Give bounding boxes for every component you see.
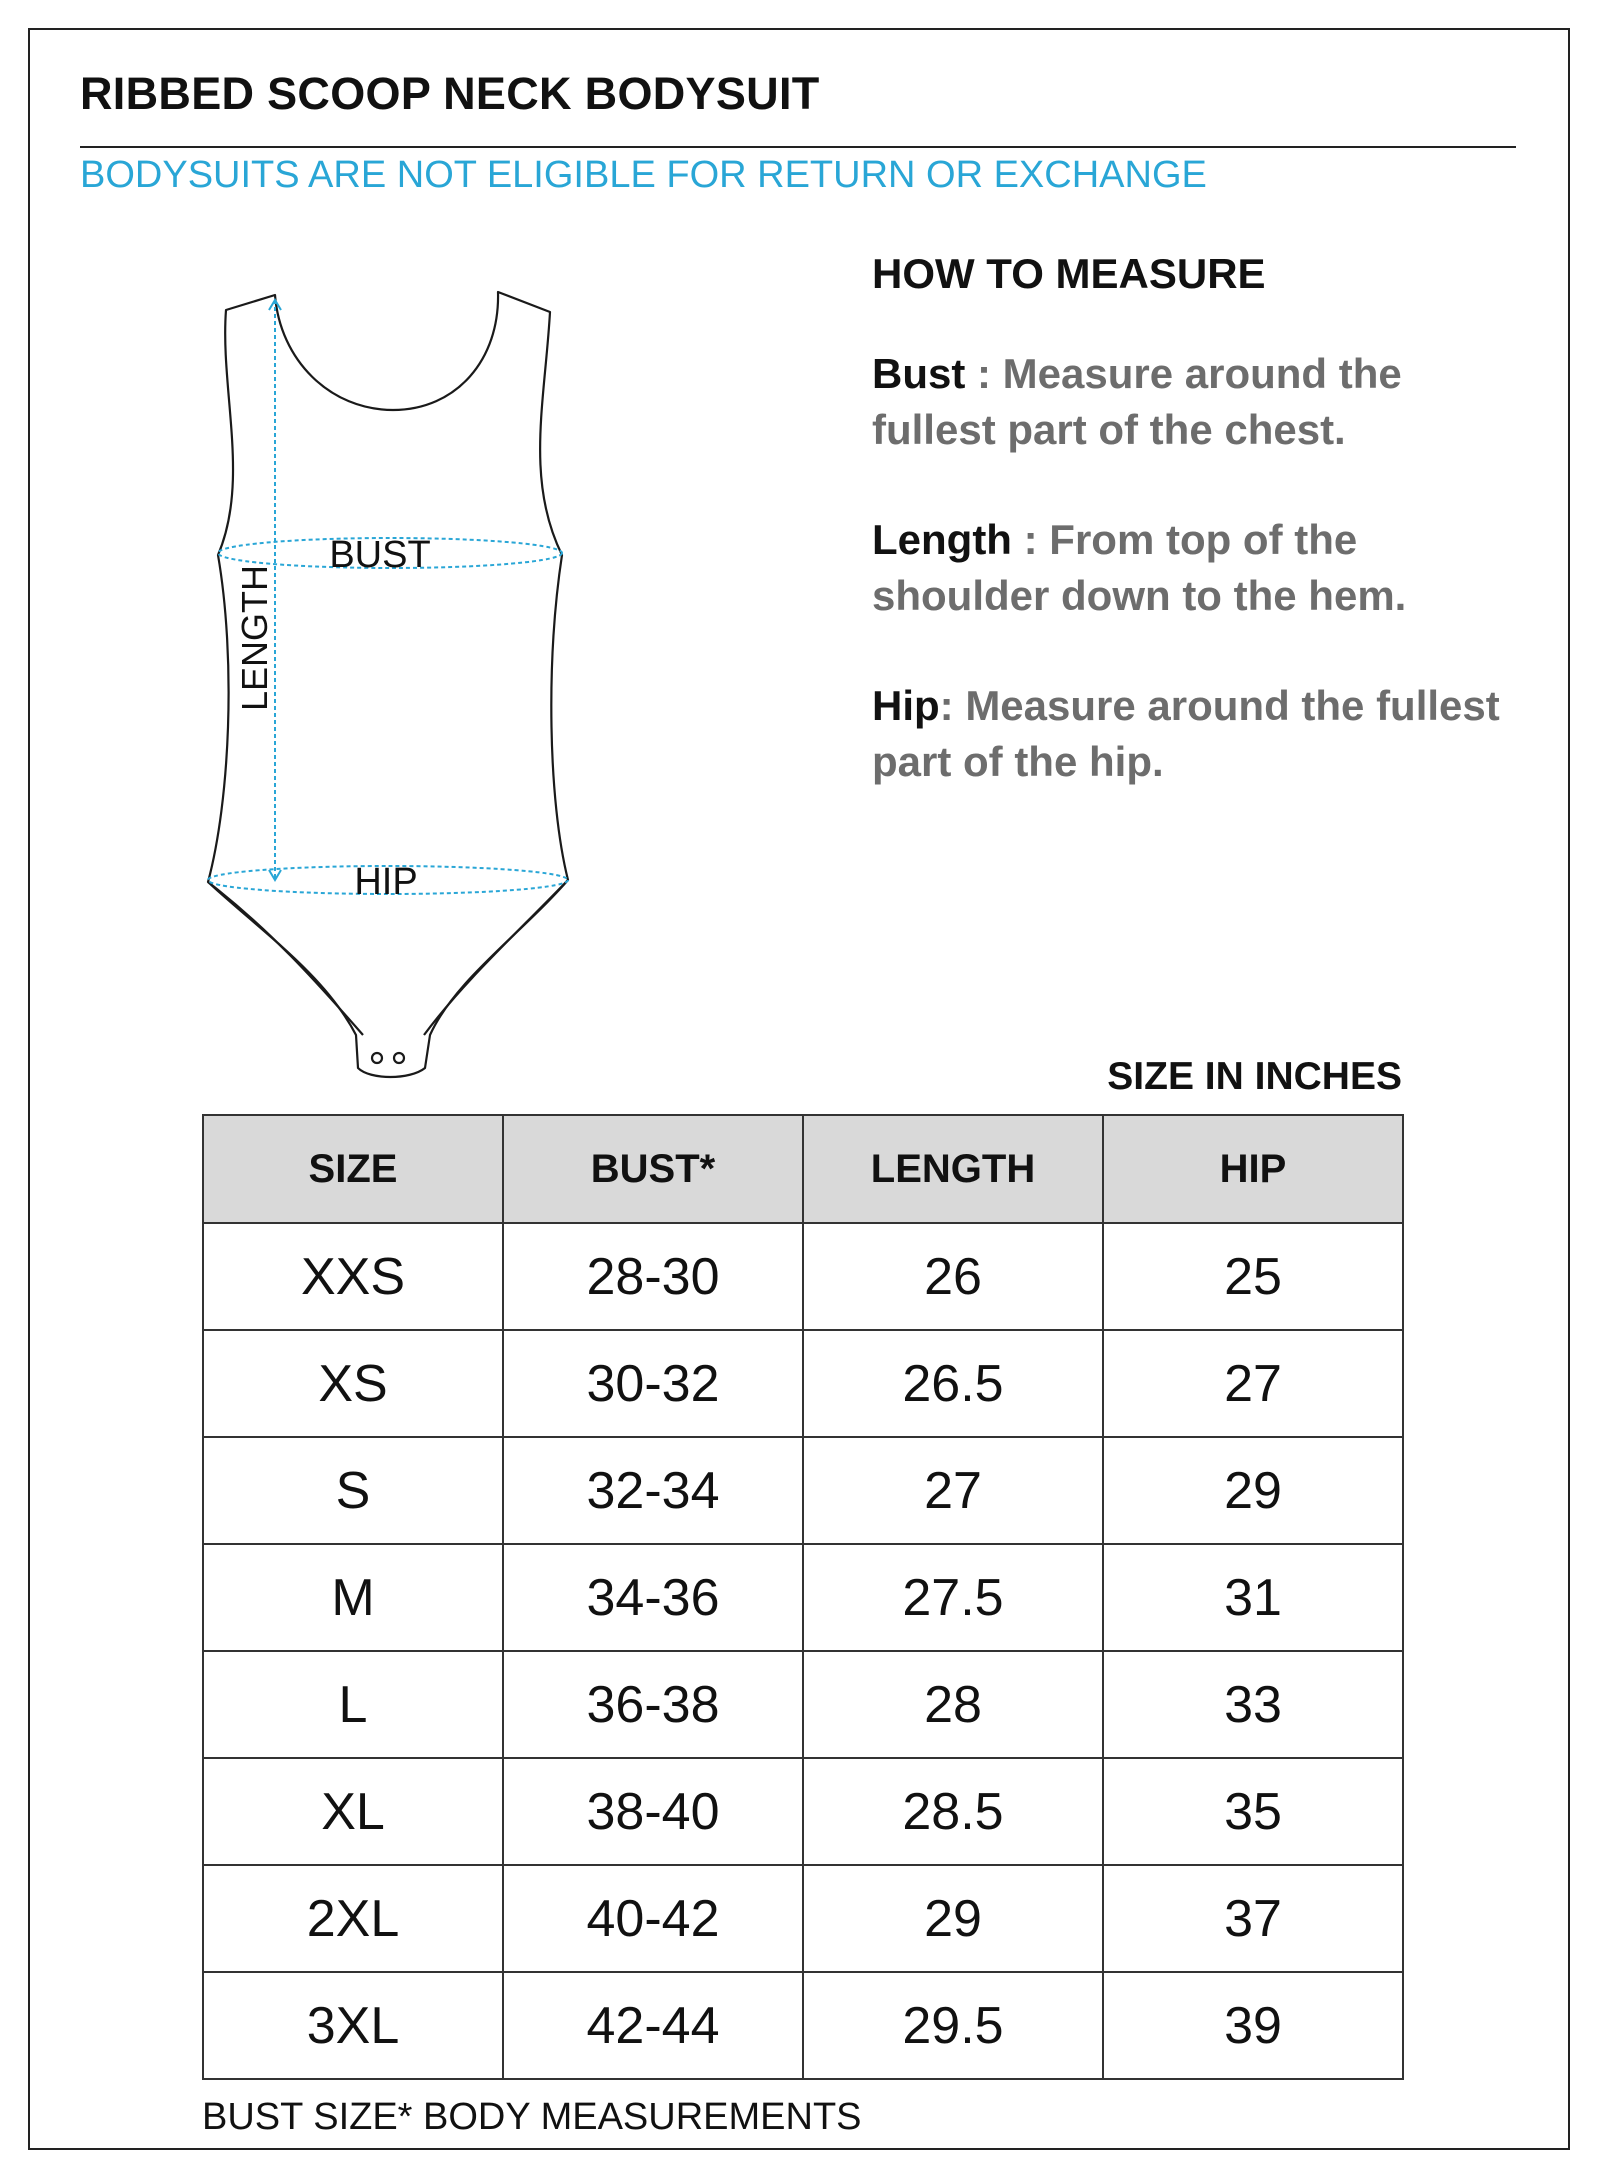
hip-cell: 31 — [1103, 1544, 1403, 1651]
bust-cell: 34-36 — [503, 1544, 803, 1651]
how-to-measure-heading: HOW TO MEASURE — [872, 250, 1266, 297]
table-row — [203, 1223, 1403, 1330]
table-row — [203, 1330, 1403, 1437]
bust-cell: 30-32 — [503, 1330, 803, 1437]
measure-term: Bust — [872, 350, 966, 397]
bust-label: BUST — [329, 534, 431, 576]
title-divider — [80, 146, 1516, 148]
length-cell: 27.5 — [803, 1544, 1103, 1651]
length-cell: 26.5 — [803, 1330, 1103, 1437]
measure-separator: : — [965, 350, 1003, 397]
size-cell: XXS — [203, 1223, 503, 1330]
measure-separator: : — [1011, 516, 1050, 563]
bust-cell: 38-40 — [503, 1758, 803, 1865]
snap-button — [372, 1053, 382, 1063]
bust-cell: 28-30 — [503, 1223, 803, 1330]
hip-cell: 29 — [1103, 1437, 1403, 1544]
length-cell: 29.5 — [803, 1972, 1103, 2079]
size-cell: M — [203, 1544, 503, 1651]
table-header-row — [203, 1115, 1403, 1223]
hip-cell: 27 — [1103, 1330, 1403, 1437]
table-row — [203, 1544, 1403, 1651]
hip-cell: 37 — [1103, 1865, 1403, 1972]
table-row — [203, 1758, 1403, 1865]
size-cell: XL — [203, 1758, 503, 1865]
how-to-measure — [872, 250, 1532, 844]
length-cell: 28 — [803, 1651, 1103, 1758]
measure-separator: : — [939, 682, 966, 729]
length-label: LENGTH — [234, 564, 275, 712]
column-header: LENGTH — [803, 1115, 1103, 1223]
table-row — [203, 1972, 1403, 2079]
measure-hip — [872, 678, 1532, 790]
measure-description: From top of the shoulder down to the hem. — [872, 516, 1407, 619]
hip-cell: 39 — [1103, 1972, 1403, 2079]
size-cell: S — [203, 1437, 503, 1544]
measure-bust — [872, 346, 1532, 458]
bust-cell: 32-34 — [503, 1437, 803, 1544]
measure-length — [872, 512, 1532, 624]
size-units-label: SIZE IN INCHES — [1107, 1055, 1402, 1098]
column-header: BUST* — [503, 1115, 803, 1223]
size-cell: 2XL — [203, 1865, 503, 1972]
size-cell: 3XL — [203, 1972, 503, 2079]
hip-cell: 25 — [1103, 1223, 1403, 1330]
length-cell: 27 — [803, 1437, 1103, 1544]
hip-label: HIP — [354, 861, 418, 903]
bust-cell: 42-44 — [503, 1972, 803, 2079]
length-cell: 28.5 — [803, 1758, 1103, 1865]
table-row — [203, 1437, 1403, 1544]
bodysuit-diagram — [200, 280, 580, 1090]
length-cell: 26 — [803, 1223, 1103, 1330]
snap-button — [394, 1053, 404, 1063]
table-row — [203, 1651, 1403, 1758]
return-notice: BODYSUITS ARE NOT ELIGIBLE FOR RETURN OR EXCHANGE — [80, 154, 1207, 196]
bust-cell: 36-38 — [503, 1651, 803, 1758]
measure-term: Length — [872, 516, 1012, 563]
column-header: HIP — [1103, 1115, 1403, 1223]
measure-term: Hip — [872, 682, 940, 729]
hip-cell: 35 — [1103, 1758, 1403, 1865]
table-row — [203, 1865, 1403, 1972]
hip-cell: 33 — [1103, 1651, 1403, 1758]
size-chart-table — [202, 1114, 1404, 2080]
bust-cell: 40-42 — [503, 1865, 803, 1972]
size-cell: XS — [203, 1330, 503, 1437]
column-header: SIZE — [203, 1115, 503, 1223]
size-cell: L — [203, 1651, 503, 1758]
length-cell: 29 — [803, 1865, 1103, 1972]
footnote: BUST SIZE* BODY MEASUREMENTS — [202, 2096, 862, 2138]
page-title: RIBBED SCOOP NECK BODYSUIT — [80, 68, 820, 119]
measure-description: Measure around the fullest part of the chest. — [872, 350, 1402, 453]
measure-description: Measure around the fullest part of the hip. — [872, 682, 1500, 785]
